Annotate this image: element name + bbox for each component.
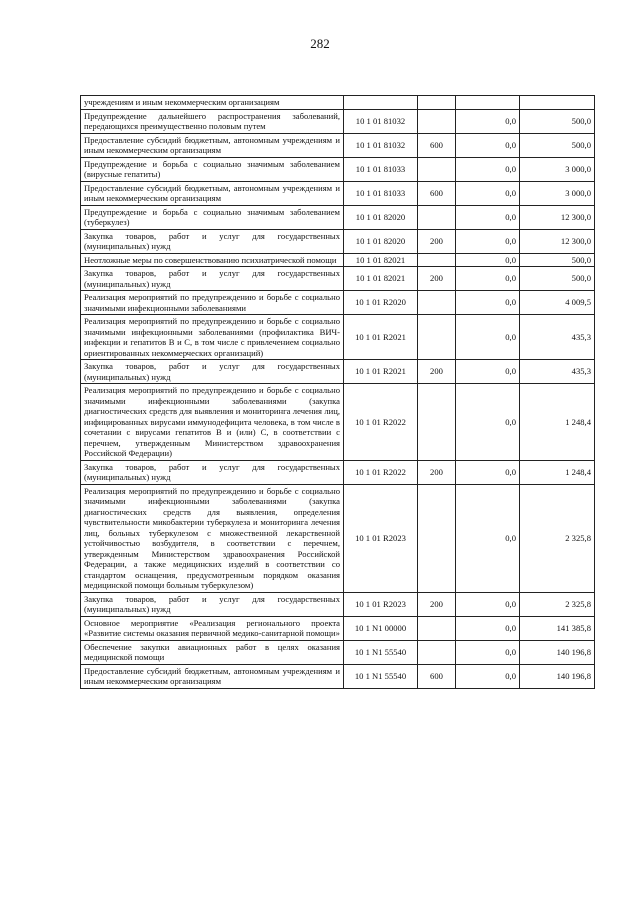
table-row bbox=[81, 291, 595, 315]
row-value-2-cell bbox=[520, 96, 595, 110]
row-value-1-cell: 0,0 bbox=[456, 253, 520, 267]
row-name-cell: Основное мероприятие «Реализация регионального проекта «Развитие системы оказания первичной медико-санитарной помощи» bbox=[81, 616, 344, 640]
row-expense-type-cell bbox=[418, 616, 456, 640]
row-value-1-cell: 0,0 bbox=[456, 484, 520, 592]
table-row bbox=[81, 360, 595, 384]
row-expense-type-cell bbox=[418, 109, 456, 133]
row-code-cell: 10 1 N1 00000 bbox=[344, 616, 418, 640]
row-code-cell: 10 1 01 82020 bbox=[344, 229, 418, 253]
row-code-cell: 10 1 01 82021 bbox=[344, 253, 418, 267]
row-code-cell: 10 1 N1 55540 bbox=[344, 640, 418, 664]
row-name-cell: Предоставление субсидий бюджетным, автономным учреждениям и иным некоммерческим организациям bbox=[81, 181, 344, 205]
row-expense-type-cell bbox=[418, 291, 456, 315]
row-value-1-cell: 0,0 bbox=[456, 229, 520, 253]
row-value-1-cell: 0,0 bbox=[456, 205, 520, 229]
row-code-cell: 10 1 01 R2020 bbox=[344, 291, 418, 315]
row-name-cell: Реализация мероприятий по предупреждению и борьбе с социально значимыми инфекционными заболеваниями (закупка диагностических средств для выявления, определения чувствительности микобактерии туберкулеза и мониторинга лечения лиц, больных туберкулезом с множественной лекарственной устойчивостью возбудителя, в соответствии с перечнем, утвержденным Министерством здравоохранения Российской Федерации, а также медицинских изделий в соответствии со стандартом оснащения, предусмотренным порядком оказания медицинской помощи больным туберкулезом) bbox=[81, 484, 344, 592]
row-value-1-cell: 0,0 bbox=[456, 460, 520, 484]
row-value-1-cell: 0,0 bbox=[456, 640, 520, 664]
row-name-cell: Неотложные меры по совершенствованию психиатрической помощи bbox=[81, 253, 344, 267]
row-value-1-cell: 0,0 bbox=[456, 360, 520, 384]
row-expense-type-cell bbox=[418, 253, 456, 267]
row-name-cell: Закупка товаров, работ и услуг для государственных (муниципальных) нужд bbox=[81, 229, 344, 253]
row-value-2-cell: 2 325,8 bbox=[520, 484, 595, 592]
row-code-cell: 10 1 01 82021 bbox=[344, 267, 418, 291]
row-value-2-cell: 500,0 bbox=[520, 267, 595, 291]
budget-table-body bbox=[81, 96, 595, 689]
row-name-cell: Реализация мероприятий по предупреждению и борьбе с социально значимыми инфекционными заболеваниями bbox=[81, 291, 344, 315]
row-name-cell: Реализация мероприятий по предупреждению и борьбе с социально значимыми инфекционными заболеваниями (профилактика ВИЧ-инфекции и гепатитов В и С, в том числе с привлечением социально ориентированных некоммерческих организаций) bbox=[81, 315, 344, 360]
row-name-cell: Предупреждение дальнейшего распространения заболеваний, передающихся преимущественно половым путем bbox=[81, 109, 344, 133]
table-row bbox=[81, 616, 595, 640]
table-row bbox=[81, 157, 595, 181]
row-expense-type-cell bbox=[418, 205, 456, 229]
table-row bbox=[81, 315, 595, 360]
row-value-2-cell: 141 385,8 bbox=[520, 616, 595, 640]
row-name-cell: Предоставление субсидий бюджетным, автономным учреждениям и иным некоммерческим организациям bbox=[81, 133, 344, 157]
row-value-2-cell: 1 248,4 bbox=[520, 384, 595, 461]
page-number: 282 bbox=[310, 36, 330, 51]
row-code-cell: 10 1 01 R2022 bbox=[344, 384, 418, 461]
row-code-cell: 10 1 01 81033 bbox=[344, 157, 418, 181]
table-row bbox=[81, 229, 595, 253]
row-code-cell: 10 1 01 R2021 bbox=[344, 360, 418, 384]
row-code-cell: 10 1 01 R2023 bbox=[344, 484, 418, 592]
row-value-2-cell: 500,0 bbox=[520, 253, 595, 267]
table-row bbox=[81, 592, 595, 616]
row-code-cell bbox=[344, 96, 418, 110]
row-value-2-cell: 12 300,0 bbox=[520, 229, 595, 253]
row-value-1-cell: 0,0 bbox=[456, 267, 520, 291]
row-name-cell: Предупреждение и борьба с социально значимым заболеванием (вирусные гепатиты) bbox=[81, 157, 344, 181]
table-row bbox=[81, 460, 595, 484]
row-name-cell: Закупка товаров, работ и услуг для государственных (муниципальных) нужд bbox=[81, 460, 344, 484]
row-value-2-cell: 500,0 bbox=[520, 133, 595, 157]
row-name-cell: Реализация мероприятий по предупреждению и борьбе с социально значимыми инфекционными заболеваниями (закупка диагностических средств для выявления и мониторинга лечения лиц, инфицированных вирусами иммунодефицита человека, в том числе в сочетании с вирусами гепатитов В и (или) С, в соответствии с перечнем, утвержденным Министерством здравоохранения Российской Федерации) bbox=[81, 384, 344, 461]
row-value-1-cell bbox=[456, 96, 520, 110]
row-value-2-cell: 2 325,8 bbox=[520, 592, 595, 616]
row-value-2-cell: 500,0 bbox=[520, 109, 595, 133]
row-value-1-cell: 0,0 bbox=[456, 157, 520, 181]
row-code-cell: 10 1 01 81033 bbox=[344, 181, 418, 205]
table-row bbox=[81, 267, 595, 291]
row-value-2-cell: 4 009,5 bbox=[520, 291, 595, 315]
row-expense-type-cell: 200 bbox=[418, 360, 456, 384]
row-value-1-cell: 0,0 bbox=[456, 315, 520, 360]
table-row bbox=[81, 384, 595, 461]
row-value-2-cell: 1 248,4 bbox=[520, 460, 595, 484]
row-name-cell: Закупка товаров, работ и услуг для государственных (муниципальных) нужд bbox=[81, 360, 344, 384]
row-code-cell: 10 1 01 82020 bbox=[344, 205, 418, 229]
budget-table bbox=[80, 95, 595, 689]
row-name-cell: Предоставление субсидий бюджетным, автономным учреждениям и иным некоммерческим организациям bbox=[81, 664, 344, 688]
row-value-2-cell: 3 000,0 bbox=[520, 157, 595, 181]
row-expense-type-cell bbox=[418, 157, 456, 181]
row-code-cell: 10 1 01 81032 bbox=[344, 109, 418, 133]
row-expense-type-cell: 200 bbox=[418, 592, 456, 616]
table-row bbox=[81, 253, 595, 267]
row-expense-type-cell bbox=[418, 640, 456, 664]
row-expense-type-cell bbox=[418, 96, 456, 110]
row-value-1-cell: 0,0 bbox=[456, 133, 520, 157]
table-row bbox=[81, 205, 595, 229]
table-row bbox=[81, 181, 595, 205]
row-expense-type-cell: 600 bbox=[418, 133, 456, 157]
row-value-2-cell: 140 196,8 bbox=[520, 664, 595, 688]
row-expense-type-cell: 200 bbox=[418, 267, 456, 291]
row-name-cell: Обеспечение закупки авиационных работ в целях оказания медицинской помощи bbox=[81, 640, 344, 664]
row-value-2-cell: 435,3 bbox=[520, 315, 595, 360]
row-code-cell: 10 1 01 R2023 bbox=[344, 592, 418, 616]
row-name-cell: Закупка товаров, работ и услуг для государственных (муниципальных) нужд bbox=[81, 267, 344, 291]
row-expense-type-cell bbox=[418, 484, 456, 592]
row-value-1-cell: 0,0 bbox=[456, 592, 520, 616]
row-value-2-cell: 3 000,0 bbox=[520, 181, 595, 205]
row-expense-type-cell bbox=[418, 315, 456, 360]
row-value-1-cell: 0,0 bbox=[456, 664, 520, 688]
table-row bbox=[81, 484, 595, 592]
row-code-cell: 10 1 01 R2021 bbox=[344, 315, 418, 360]
table-row bbox=[81, 96, 595, 110]
table-row bbox=[81, 640, 595, 664]
row-value-1-cell: 0,0 bbox=[456, 291, 520, 315]
row-code-cell: 10 1 N1 55540 bbox=[344, 664, 418, 688]
row-name-cell: Предупреждение и борьба с социально значимым заболеванием (туберкулез) bbox=[81, 205, 344, 229]
row-value-1-cell: 0,0 bbox=[456, 109, 520, 133]
table-row bbox=[81, 133, 595, 157]
row-value-1-cell: 0,0 bbox=[456, 181, 520, 205]
row-name-cell: учреждениям и иным некоммерческим организациям bbox=[81, 96, 344, 110]
row-code-cell: 10 1 01 81032 bbox=[344, 133, 418, 157]
row-value-2-cell: 435,3 bbox=[520, 360, 595, 384]
row-value-1-cell: 0,0 bbox=[456, 616, 520, 640]
row-expense-type-cell: 600 bbox=[418, 664, 456, 688]
row-expense-type-cell: 200 bbox=[418, 460, 456, 484]
row-code-cell: 10 1 01 R2022 bbox=[344, 460, 418, 484]
row-value-2-cell: 12 300,0 bbox=[520, 205, 595, 229]
row-value-2-cell: 140 196,8 bbox=[520, 640, 595, 664]
table-row bbox=[81, 664, 595, 688]
row-expense-type-cell bbox=[418, 384, 456, 461]
row-expense-type-cell: 200 bbox=[418, 229, 456, 253]
row-name-cell: Закупка товаров, работ и услуг для государственных (муниципальных) нужд bbox=[81, 592, 344, 616]
row-expense-type-cell: 600 bbox=[418, 181, 456, 205]
table-row bbox=[81, 109, 595, 133]
row-value-1-cell: 0,0 bbox=[456, 384, 520, 461]
